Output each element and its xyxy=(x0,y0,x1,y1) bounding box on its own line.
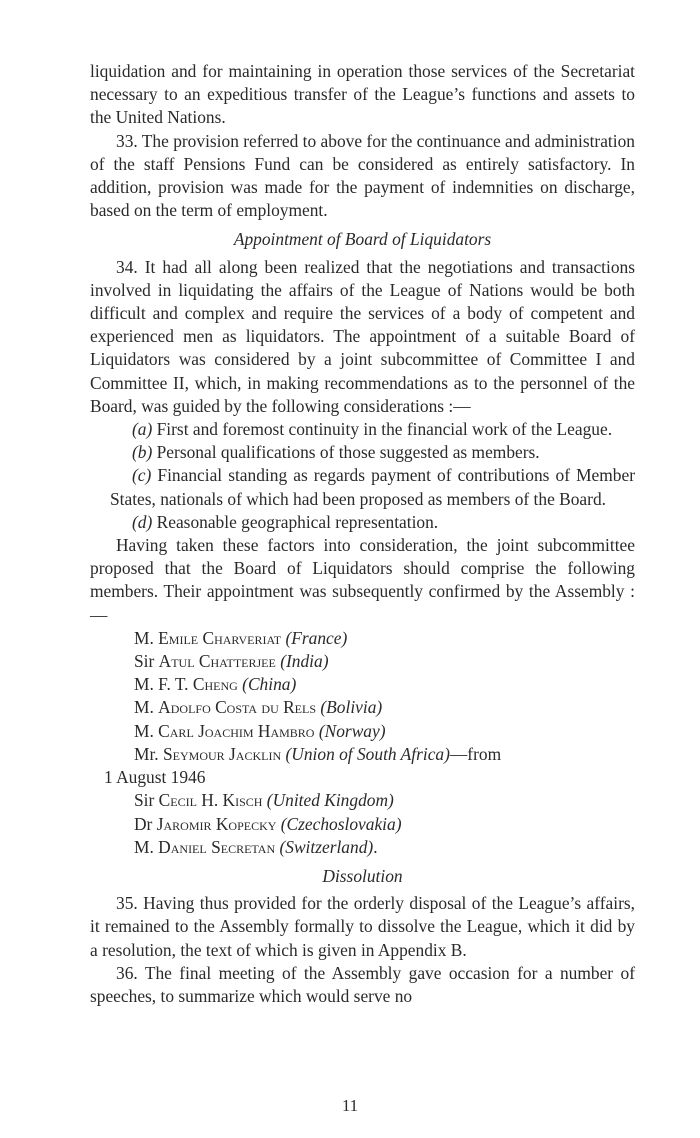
board-members-list xyxy=(90,627,635,859)
consideration-c: (c) Financial standing as regards payment of contributions of Member States, nationals of which had been proposed as members of the Board. xyxy=(110,465,635,509)
paragraph-32-continuation: liquidation and for maintaining in operation those services of the Secretariat necessary to an expeditious transfer of the League’s functions and assets to the United Nations. xyxy=(90,61,635,128)
member-item: Sir Cecil H. Kisch (United Kingdom) xyxy=(134,790,394,811)
page-number: 11 xyxy=(341,1096,359,1115)
member-item: M. Daniel Secretan (Switzerland). xyxy=(134,836,378,857)
consideration-b: (b) Personal qualifications of those suggested as members. xyxy=(132,442,540,463)
member-item: Sir Atul Chatterjee (India) xyxy=(134,651,329,672)
document-page xyxy=(90,60,635,1008)
consideration-a: (a) First and foremost continuity in the financial work of the League. xyxy=(132,419,613,440)
member-item: M. F. T. Cheng (China) xyxy=(134,674,297,695)
member-item: M. Emile Charveriat (France) xyxy=(134,627,348,648)
paragraph-35: 35. Having thus provided for the orderly disposal of the League’s affairs, it remained to the Assembly formally to dissolve the League, which it did by a resolution, the text of which is given in Appendix B. xyxy=(90,893,635,960)
paragraph-33: 33. The provision referred to above for the continuance and administration of the staff Pensions Fund can be considered as entirely satisfactory. In addition, provision was made for the payment of indemnities on discharge, based on the term of employment. xyxy=(90,130,635,221)
paragraph-36: 36. The final meeting of the Assembly gave occasion for a number of speeches, to summarize which would serve no xyxy=(90,962,635,1006)
member-item: M. Carl Joachim Hambro (Norway) xyxy=(134,720,386,741)
consideration-d: (d) Reasonable geographical representation. xyxy=(132,511,439,532)
paragraph-having: Having taken these factors into consideration, the joint subcommittee proposed that the Board of Liquidators should comprise the following members. Their appointment was subsequently confirmed by the Assembly :— xyxy=(90,535,635,625)
member-item: Mr. Seymour Jacklin (Union of South Africa)—from 1 August 1946 xyxy=(104,743,502,788)
section-heading-board: Appointment of Board of Liquidators xyxy=(233,229,492,250)
paragraph-34: 34. It had all along been realized that the negotiations and transactions involved in liquidating the affairs of the League of Nations would be both difficult and complex and require the services of a body of competent and experienced men as liquidators. The appointment of a suitable Board of Liquidators was considered by a joint subcommittee of Committee I and Committee II, which, in making recommendations as to the personnel of the Board, was guided by the following considerations :— xyxy=(90,256,635,416)
section-heading-dissolution: Dissolution xyxy=(322,865,403,886)
member-item: Dr Jaromir Kopecky (Czechoslovakia) xyxy=(134,813,402,834)
member-item: M. Adolfo Costa du Rels (Bolivia) xyxy=(134,697,383,718)
